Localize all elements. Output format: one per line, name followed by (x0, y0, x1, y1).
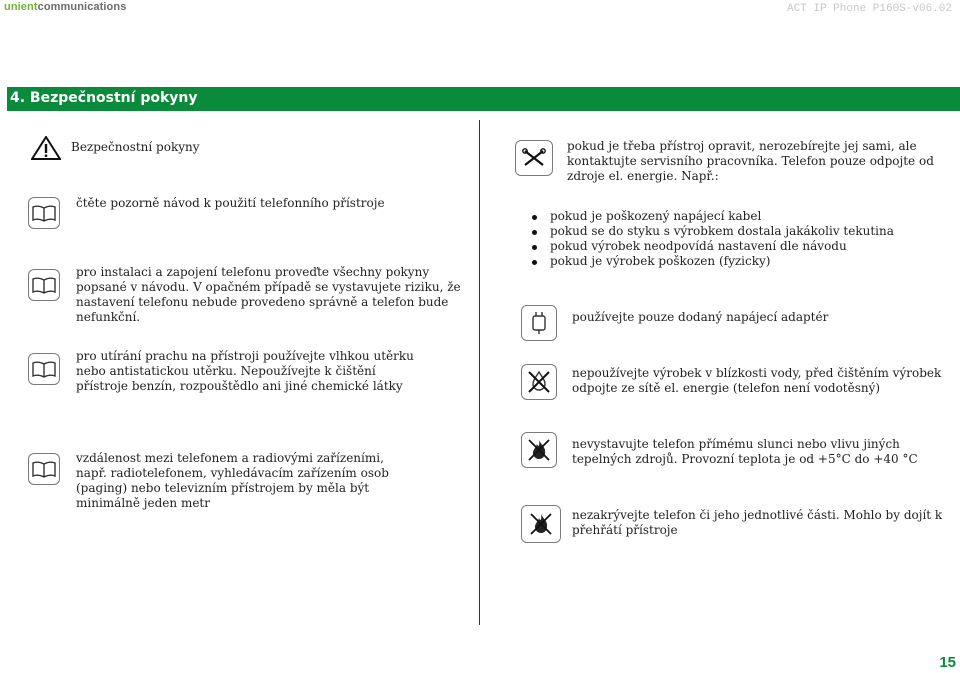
document-id: ACT IP Phone P160S-v06.02 (786, 3, 952, 15)
no-water-icon (521, 364, 557, 400)
water-instruction: nepoužívejte výrobek v blízkosti vody, před čištěním výrobek odpojte ze sítě el. energie (telefon není vodotěsný) (572, 366, 942, 395)
manual-book-icon (28, 453, 60, 485)
instruction-cleaning: pro utírání prachu na přístroji používejte vlhkou utěrku nebo antistatickou utěrku. Nepoužívejte k čištění přístroje benzín, rozpouštědlo ani jiné chemické látky (76, 349, 414, 393)
list-item: pokud je poškozený napájecí kabel (528, 209, 948, 224)
instruction-installation: pro instalaci a zapojení telefonu proveďte všechny pokyny popsané v návodu. V opačném případě se vystavujete riziku, že nastavení telefonu nebude provedeno správně a telefon bude nefunkční. (76, 265, 461, 324)
column-divider (479, 120, 480, 625)
logo-rest: communications (37, 1, 127, 13)
manual-book-icon (28, 197, 60, 229)
logo-brand: unient (4, 1, 38, 13)
repair-conditions-list (528, 209, 948, 269)
overheat-fire-icon (521, 505, 561, 543)
section-title: 4. Bezpečnostní pokyny (10, 90, 198, 106)
page-number: 15 (939, 654, 956, 671)
list-item: pokud je výrobek poškozen (fyzicky) (528, 254, 948, 269)
repair-instruction: pokud je třeba přístroj opravit, nerozebírejte jej sami, ale kontaktujte servisního pracovníka. Telefon pouze odpojte od zdroje el. energie. Např.: (567, 139, 934, 183)
list-item: pokud se do styku s výrobkem dostala jakákoliv tekutina (528, 224, 948, 239)
adapter-instruction: používejte pouze dodaný napájecí adaptér (572, 310, 829, 324)
list-item: pokud výrobek neodpovídá nastavení dle návodu (528, 239, 948, 254)
power-adapter-icon (521, 305, 557, 341)
company-logo (4, 1, 126, 13)
warning-triangle-icon (31, 136, 61, 160)
cover-instruction: nezakrývejte telefon či jeho jednotlivé části. Mohlo by dojít k přehřátí přístroje (572, 508, 943, 537)
no-repair-tools-icon (515, 140, 553, 176)
sun-heat-instruction: nevystavujte telefon přímému slunci nebo vlivu jiných tepelných zdrojů. Provozní teplota je od +5°C do +40 °C (572, 437, 918, 466)
instruction-radio-distance: vzdálenost mezi telefonem a radiovými zařízeními, např. radiotelefonem, vyhledávacím zařízením osob (paging) nebo televizním přístrojem by měla být minimálně jeden metr (76, 451, 389, 510)
manual-book-icon (28, 353, 60, 385)
manual-book-icon (28, 269, 60, 301)
warning-heading: Bezpečnostní pokyny (71, 140, 200, 154)
heat-fire-icon (521, 432, 557, 468)
instruction-read-manual: čtěte pozorně návod k použití telefonního přístroje (76, 196, 385, 210)
